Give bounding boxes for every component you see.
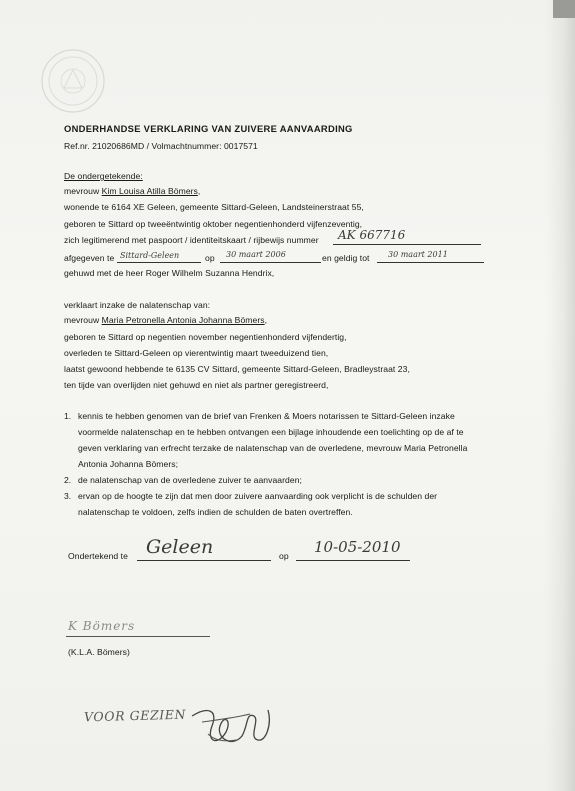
item-2-line-1: de nalatenschap van de overledene zuiver te aanvaarden; — [78, 475, 302, 485]
signed-place-fill-line — [137, 560, 271, 561]
item-1-line-3: geven verklaring van erfrecht terzake de nalatenschap van de overledene, mevrouw Maria Petronella — [78, 443, 468, 453]
issued-place-fill-line — [117, 262, 201, 263]
signature-line — [66, 636, 210, 637]
document-title: ONDERHANDSE VERKLARING VAN ZUIVERE AANVAARDING — [64, 123, 353, 134]
declarant-name-line: mevrouw Kim Louisa Atilla Bömers, — [64, 186, 201, 196]
hw-issued-date: 30 maart 2006 — [226, 250, 286, 259]
doc-number-fill-line — [333, 244, 481, 245]
issued-label: afgegeven te — [64, 253, 115, 263]
voor-gezien-handwriting: VOOR GEZIEN — [83, 706, 187, 725]
hw-signed-place: Geleen — [146, 536, 214, 558]
page-corner — [553, 0, 575, 18]
issued-date-fill-line — [220, 262, 321, 263]
deceased-last-address: laatst gewoond hebbende te 6135 CV Sittard, gemeente Sittard-Geleen, Bradleystraat 23, — [64, 364, 410, 374]
declarant-prefix: mevrouw — [64, 186, 102, 196]
estate-intro: verklaart inzake de nalatenschap van: — [64, 300, 211, 310]
signature-caption: (K.L.A. Bömers) — [68, 647, 130, 657]
deceased-prefix: mevrouw — [64, 315, 102, 325]
initials-signature — [188, 696, 280, 756]
signature-image: K Bömers — [68, 619, 136, 633]
declarant-address: wonende te 6164 XE Geleen, gemeente Sittard-Geleen, Landsteinerstraat 55, — [64, 202, 364, 212]
hw-signed-date: 10-05-2010 — [314, 538, 401, 556]
item-1-line-1: kennis te hebben genomen van de brief van Frenken & Moers notarissen te Sittard-Geleen inzake — [78, 411, 455, 421]
hw-doc-number: AK 667716 — [338, 228, 406, 242]
embossed-seal — [40, 48, 106, 114]
valid-until-fill-line — [377, 262, 484, 263]
signed-at-label: Ondertekend te — [68, 551, 128, 561]
declarant-name: Kim Louisa Atilla Bömers — [101, 186, 198, 196]
issued-on-label: op — [205, 253, 215, 263]
item-2-number: 2. — [64, 475, 72, 485]
reference-number: Ref.nr. 21020686MD / Volmachtnummer: 0017571 — [64, 141, 258, 151]
item-3-line-1: ervan op de hoogte te zijn dat men door zuivere aanvaarding ook verplicht is de schulden der — [78, 491, 438, 501]
signed-date-fill-line — [296, 560, 410, 561]
deceased-marital-status: ten tijde van overlijden niet gehuwd en niet als partner geregistreerd, — [64, 380, 329, 390]
hw-valid-until: 30 maart 2011 — [388, 250, 448, 259]
signed-on-label: op — [279, 551, 289, 561]
item-1-line-4: Antonia Johanna Bömers; — [78, 459, 179, 469]
valid-until-label: en geldig tot — [322, 253, 370, 263]
declarant-id-line: zich legitimerend met paspoort / identiteitskaart / rijbewijs nummer — [64, 235, 319, 245]
deceased-birth: geboren te Sittard op negentien november negentienhonderd vijfendertig, — [64, 332, 347, 342]
declarant-spouse: gehuwd met de heer Roger Wilhelm Suzanna Hendrix, — [64, 268, 275, 278]
deceased-death: overleden te Sittard-Geleen op vierentwintig maart tweeduizend tien, — [64, 348, 329, 358]
hw-issued-place: Sittard-Geleen — [120, 251, 180, 260]
deceased-name: Maria Petronella Antonia Johanna Bömers — [101, 315, 265, 325]
item-1-line-2: voormelde nalatenschap en te hebben ontvangen een bijlage inhoudende een toelichting op de af te — [78, 427, 464, 437]
undersigned-label: De ondergetekende: — [64, 171, 143, 181]
deceased-name-line: mevrouw Maria Petronella Antonia Johanna Bömers, — [64, 315, 268, 325]
page-edge-shadow — [545, 0, 575, 791]
item-1-number: 1. — [64, 411, 72, 421]
item-3-line-2: nalatenschap te voldoen, zelfs indien de schulden de baten overtreffen. — [78, 507, 353, 517]
declarant-birth: geboren te Sittard op tweeëntwintig oktober negentienhonderd vijfenzeventig, — [64, 219, 363, 229]
item-3-number: 3. — [64, 491, 72, 501]
